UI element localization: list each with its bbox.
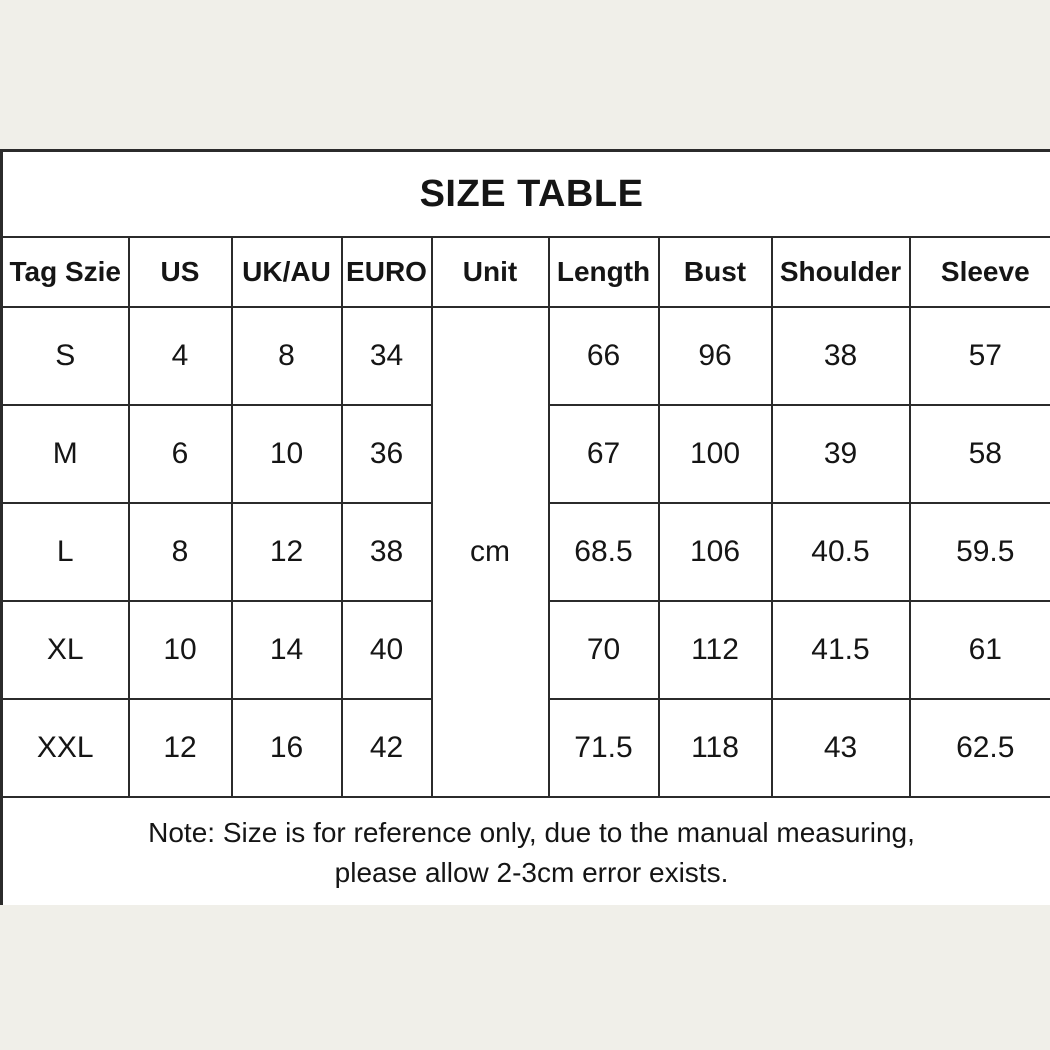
cell-length: 67 — [549, 405, 659, 503]
cell-tag: XXL — [2, 699, 129, 797]
cell-tag: XL — [2, 601, 129, 699]
cell-sleeve: 58 — [910, 405, 1050, 503]
cell-euro: 40 — [342, 601, 432, 699]
cell-sleeve: 61 — [910, 601, 1050, 699]
cell-length: 71.5 — [549, 699, 659, 797]
col-header-shoulder: Shoulder — [772, 237, 910, 307]
cell-shoulder: 39 — [772, 405, 910, 503]
cell-bust: 112 — [659, 601, 772, 699]
page-title: SIZE TABLE — [2, 151, 1050, 238]
cell-bust: 106 — [659, 503, 772, 601]
unit-merged-cell: cm — [432, 307, 549, 797]
cell-us: 12 — [129, 699, 232, 797]
cell-shoulder: 40.5 — [772, 503, 910, 601]
note-cell — [2, 797, 1050, 905]
cell-shoulder: 43 — [772, 699, 910, 797]
title-row — [2, 151, 1050, 238]
cell-tag: L — [2, 503, 129, 601]
cell-length: 68.5 — [549, 503, 659, 601]
cell-sleeve: 57 — [910, 307, 1050, 405]
cell-shoulder: 41.5 — [772, 601, 910, 699]
size-table-container — [0, 149, 1050, 905]
cell-us: 4 — [129, 307, 232, 405]
col-header-uk-au: UK/AU — [232, 237, 342, 307]
cell-uk-au: 12 — [232, 503, 342, 601]
col-header-length: Length — [549, 237, 659, 307]
cell-euro: 42 — [342, 699, 432, 797]
note-line-1: Note: Size is for reference only, due to the manual measuring, — [148, 817, 915, 848]
cell-uk-au: 16 — [232, 699, 342, 797]
cell-sleeve: 62.5 — [910, 699, 1050, 797]
col-header-sleeve: Sleeve — [910, 237, 1050, 307]
cell-shoulder: 38 — [772, 307, 910, 405]
cell-tag: M — [2, 405, 129, 503]
cell-euro: 36 — [342, 405, 432, 503]
size-table — [0, 149, 1050, 905]
col-header-euro: EURO — [342, 237, 432, 307]
cell-length: 66 — [549, 307, 659, 405]
cell-euro: 38 — [342, 503, 432, 601]
cell-uk-au: 14 — [232, 601, 342, 699]
cell-uk-au: 8 — [232, 307, 342, 405]
table-row-s — [2, 307, 1050, 405]
cell-bust: 100 — [659, 405, 772, 503]
cell-bust: 96 — [659, 307, 772, 405]
cell-us: 6 — [129, 405, 232, 503]
cell-us: 8 — [129, 503, 232, 601]
cell-length: 70 — [549, 601, 659, 699]
cell-uk-au: 10 — [232, 405, 342, 503]
cell-tag: S — [2, 307, 129, 405]
col-header-us: US — [129, 237, 232, 307]
cell-euro: 34 — [342, 307, 432, 405]
col-header-bust: Bust — [659, 237, 772, 307]
header-row — [2, 237, 1050, 307]
cell-us: 10 — [129, 601, 232, 699]
cell-sleeve: 59.5 — [910, 503, 1050, 601]
cell-bust: 118 — [659, 699, 772, 797]
note-row — [2, 797, 1050, 905]
note-line-2: please allow 2-3cm error exists. — [334, 857, 729, 888]
col-header-tag-szie: Tag Szie — [2, 237, 129, 307]
col-header-unit: Unit — [432, 237, 549, 307]
